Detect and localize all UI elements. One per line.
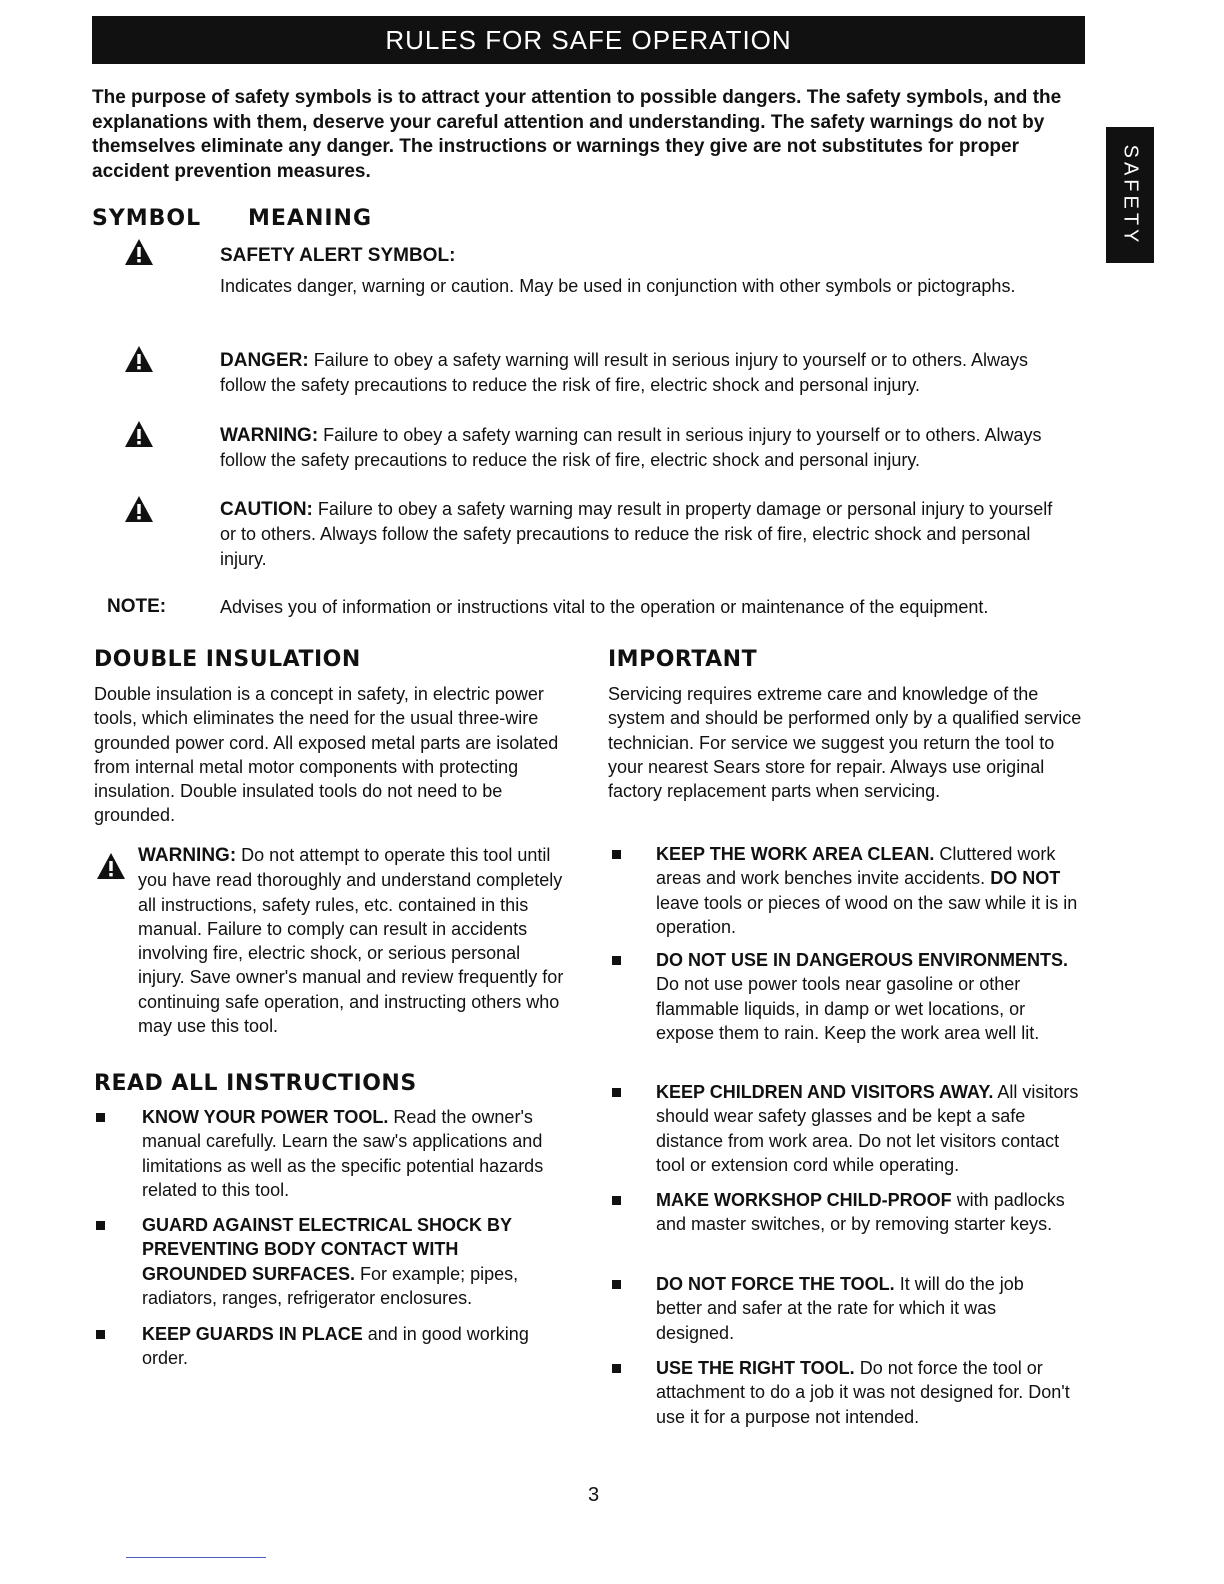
note-text: Advises you of information or instructions vital to the operation or maintenance of the equipment.	[220, 597, 989, 617]
meaning-column-heading: MEANING	[248, 206, 373, 231]
danger-text: Failure to obey a safety warning will result in serious injury to yourself or to others. Always follow the safety precautions to reduce the risk of fire, electric shock and personal injury.	[220, 350, 1029, 395]
banner-title: RULES FOR SAFE OPERATION	[385, 24, 792, 55]
bullet-square-icon	[612, 850, 621, 859]
footer-divider	[126, 1557, 266, 1558]
bullet-text	[656, 1272, 1068, 1345]
page-banner	[92, 16, 1085, 64]
bullet-square-icon	[612, 1088, 621, 1097]
caution-term: CAUTION:	[220, 499, 313, 520]
bullet-keyword: GUARD AGAINST ELECTRICAL SHOCK BY PREVENTING BODY CONTACT WITH GROUNDED SURFACES.	[142, 1215, 512, 1284]
bullet-body: It will do the job better and safer at the rate for which it was designed.	[656, 1274, 1024, 1343]
bullet-text	[656, 1188, 1076, 1237]
double-insulation-warning	[138, 843, 568, 1038]
bullet-text	[656, 1080, 1088, 1177]
bullet-text	[656, 842, 1086, 939]
bullet-keyword: MAKE WORKSHOP CHILD-PROOF	[656, 1190, 952, 1210]
bullet-keyword: DO NOT USE IN DANGEROUS ENVIRONMENTS.	[656, 950, 1069, 970]
bullet-square-icon	[612, 1364, 621, 1373]
safety-alert-term: SAFETY ALERT SYMBOL:	[220, 245, 456, 266]
intro-paragraph: The purpose of safety symbols is to attract your attention to possible dangers. The safety symbols, and the explanations with them, deserve your careful attention and understanding. The safety warnings do not by themselves eliminate any danger. The instructions or warnings they give are not substitutes for proper accident prevention measures.	[92, 87, 1062, 182]
warning-term: WARNING:	[220, 425, 319, 446]
warning-text: Failure to obey a safety warning can result in serious injury to yourself or to others. Always follow the safety precautions to reduce the risk of fire, electric shock and personal injury.	[220, 425, 1042, 470]
danger-term: DANGER:	[220, 350, 309, 371]
read-all-instructions-heading: READ ALL INSTRUCTIONS	[94, 1071, 417, 1096]
symbol-entry-caution	[220, 497, 1070, 572]
bullet-keyword: KNOW YOUR POWER TOOL.	[142, 1107, 389, 1127]
bullet-body: with padlocks and master switches, or by removing starter keys.	[656, 1190, 1065, 1235]
bullet-text	[142, 1322, 572, 1371]
double-insulation-text: Double insulation is a concept in safety, in electric power tools, which eliminates the need for the usual three-wire grounded power cord. All exposed metal parts are isolated from internal metal motor components with protecting insulation. Double insulated tools do not need to be grounded.	[94, 684, 559, 826]
side-tab-label: SAFETY	[1119, 144, 1142, 246]
symbol-entry-safety-alert	[220, 243, 1070, 299]
bullet-body: and in good working order.	[142, 1324, 529, 1369]
bullet-body: Do not force the tool or attachment to do a job it was not designed for. Don't use it for a purpose not intended.	[656, 1358, 1070, 1427]
bullet-keyword: DO NOT	[990, 868, 1061, 889]
double-insulation-warning-icon	[96, 852, 126, 880]
bullet-body: Do not use power tools near gasoline or other flammable liquids, in damp or wet locations, or expose them to rain. Keep the work area well lit.	[656, 974, 1040, 1043]
danger-alert-icon	[124, 345, 154, 373]
symbol-entry-warning	[220, 423, 1070, 473]
bullet-keyword: KEEP GUARDS IN PLACE	[142, 1324, 363, 1344]
double-insulation-heading: DOUBLE INSULATION	[94, 647, 361, 672]
bullet-square-icon	[96, 1113, 105, 1122]
safety-side-tab	[1106, 127, 1154, 263]
bullet-text	[142, 1213, 567, 1310]
note-label: NOTE:	[107, 596, 167, 617]
double-insulation-warning-term: WARNING:	[138, 845, 237, 866]
bullet-square-icon	[96, 1330, 105, 1339]
caution-alert-icon	[124, 495, 154, 523]
bullet-text	[656, 1356, 1088, 1429]
bullet-body: Cluttered work areas and work benches invite accidents.	[656, 844, 1056, 889]
bullet-body: Read the owner's manual carefully. Learn the saw's applications and limitations as well as the specific potential hazards related to this tool.	[142, 1107, 544, 1200]
bullet-text	[142, 1105, 572, 1202]
caution-text: Failure to obey a safety warning may result in property damage or personal injury to yourself or to others. Always follow the safety precautions to reduce the risk of fire, electric shock and personal injury.	[220, 499, 1053, 569]
double-insulation-warning-text: Do not attempt to operate this tool until you have read thoroughly and understand completely all instructions, safety rules, etc. contained in this manual. Failure to comply can result in accidents involving fire, electric shock, or serious personal injury. Save owner's manual and review frequently for continuing safe operation, and instructing others who may use this tool.	[138, 845, 564, 1037]
bullet-square-icon	[96, 1221, 105, 1230]
bullet-keyword: USE THE RIGHT TOOL.	[656, 1358, 855, 1378]
important-heading: IMPORTANT	[608, 647, 758, 672]
symbol-entry-danger	[220, 348, 1070, 398]
safety-alert-icon	[124, 238, 154, 266]
bullet-keyword: KEEP THE WORK AREA CLEAN.	[656, 844, 935, 864]
bullet-body: For example; pipes, radiators, ranges, refrigerator enclosures.	[142, 1263, 519, 1308]
bullet-keyword: DO NOT FORCE THE TOOL.	[656, 1274, 895, 1294]
page-number: 3	[588, 1484, 600, 1506]
warning-alert-icon	[124, 420, 154, 448]
bullet-square-icon	[612, 1196, 621, 1205]
bullet-keyword: KEEP CHILDREN AND VISITORS AWAY.	[656, 1082, 994, 1102]
bullet-square-icon	[612, 956, 621, 965]
bullet-body: All visitors should wear safety glasses and be kept a safe distance from work area. Do not let visitors contact tool or extension cord while operating.	[656, 1082, 1079, 1175]
bullet-body: leave tools or pieces of wood on the saw while it is in operation.	[656, 892, 1078, 937]
bullet-square-icon	[612, 1280, 621, 1289]
safety-alert-text: Indicates danger, warning or caution. May be used in conjunction with other symbols or pictographs.	[220, 276, 1016, 296]
bullet-text	[656, 948, 1088, 1045]
symbol-column-heading: SYMBOL	[92, 206, 202, 231]
important-text: Servicing requires extreme care and knowledge of the system and should be performed only by a qualified service technician. For service we suggest you return the tool to your nearest Sears store for repair. Always use original factory replacement parts when servicing.	[608, 684, 1082, 802]
